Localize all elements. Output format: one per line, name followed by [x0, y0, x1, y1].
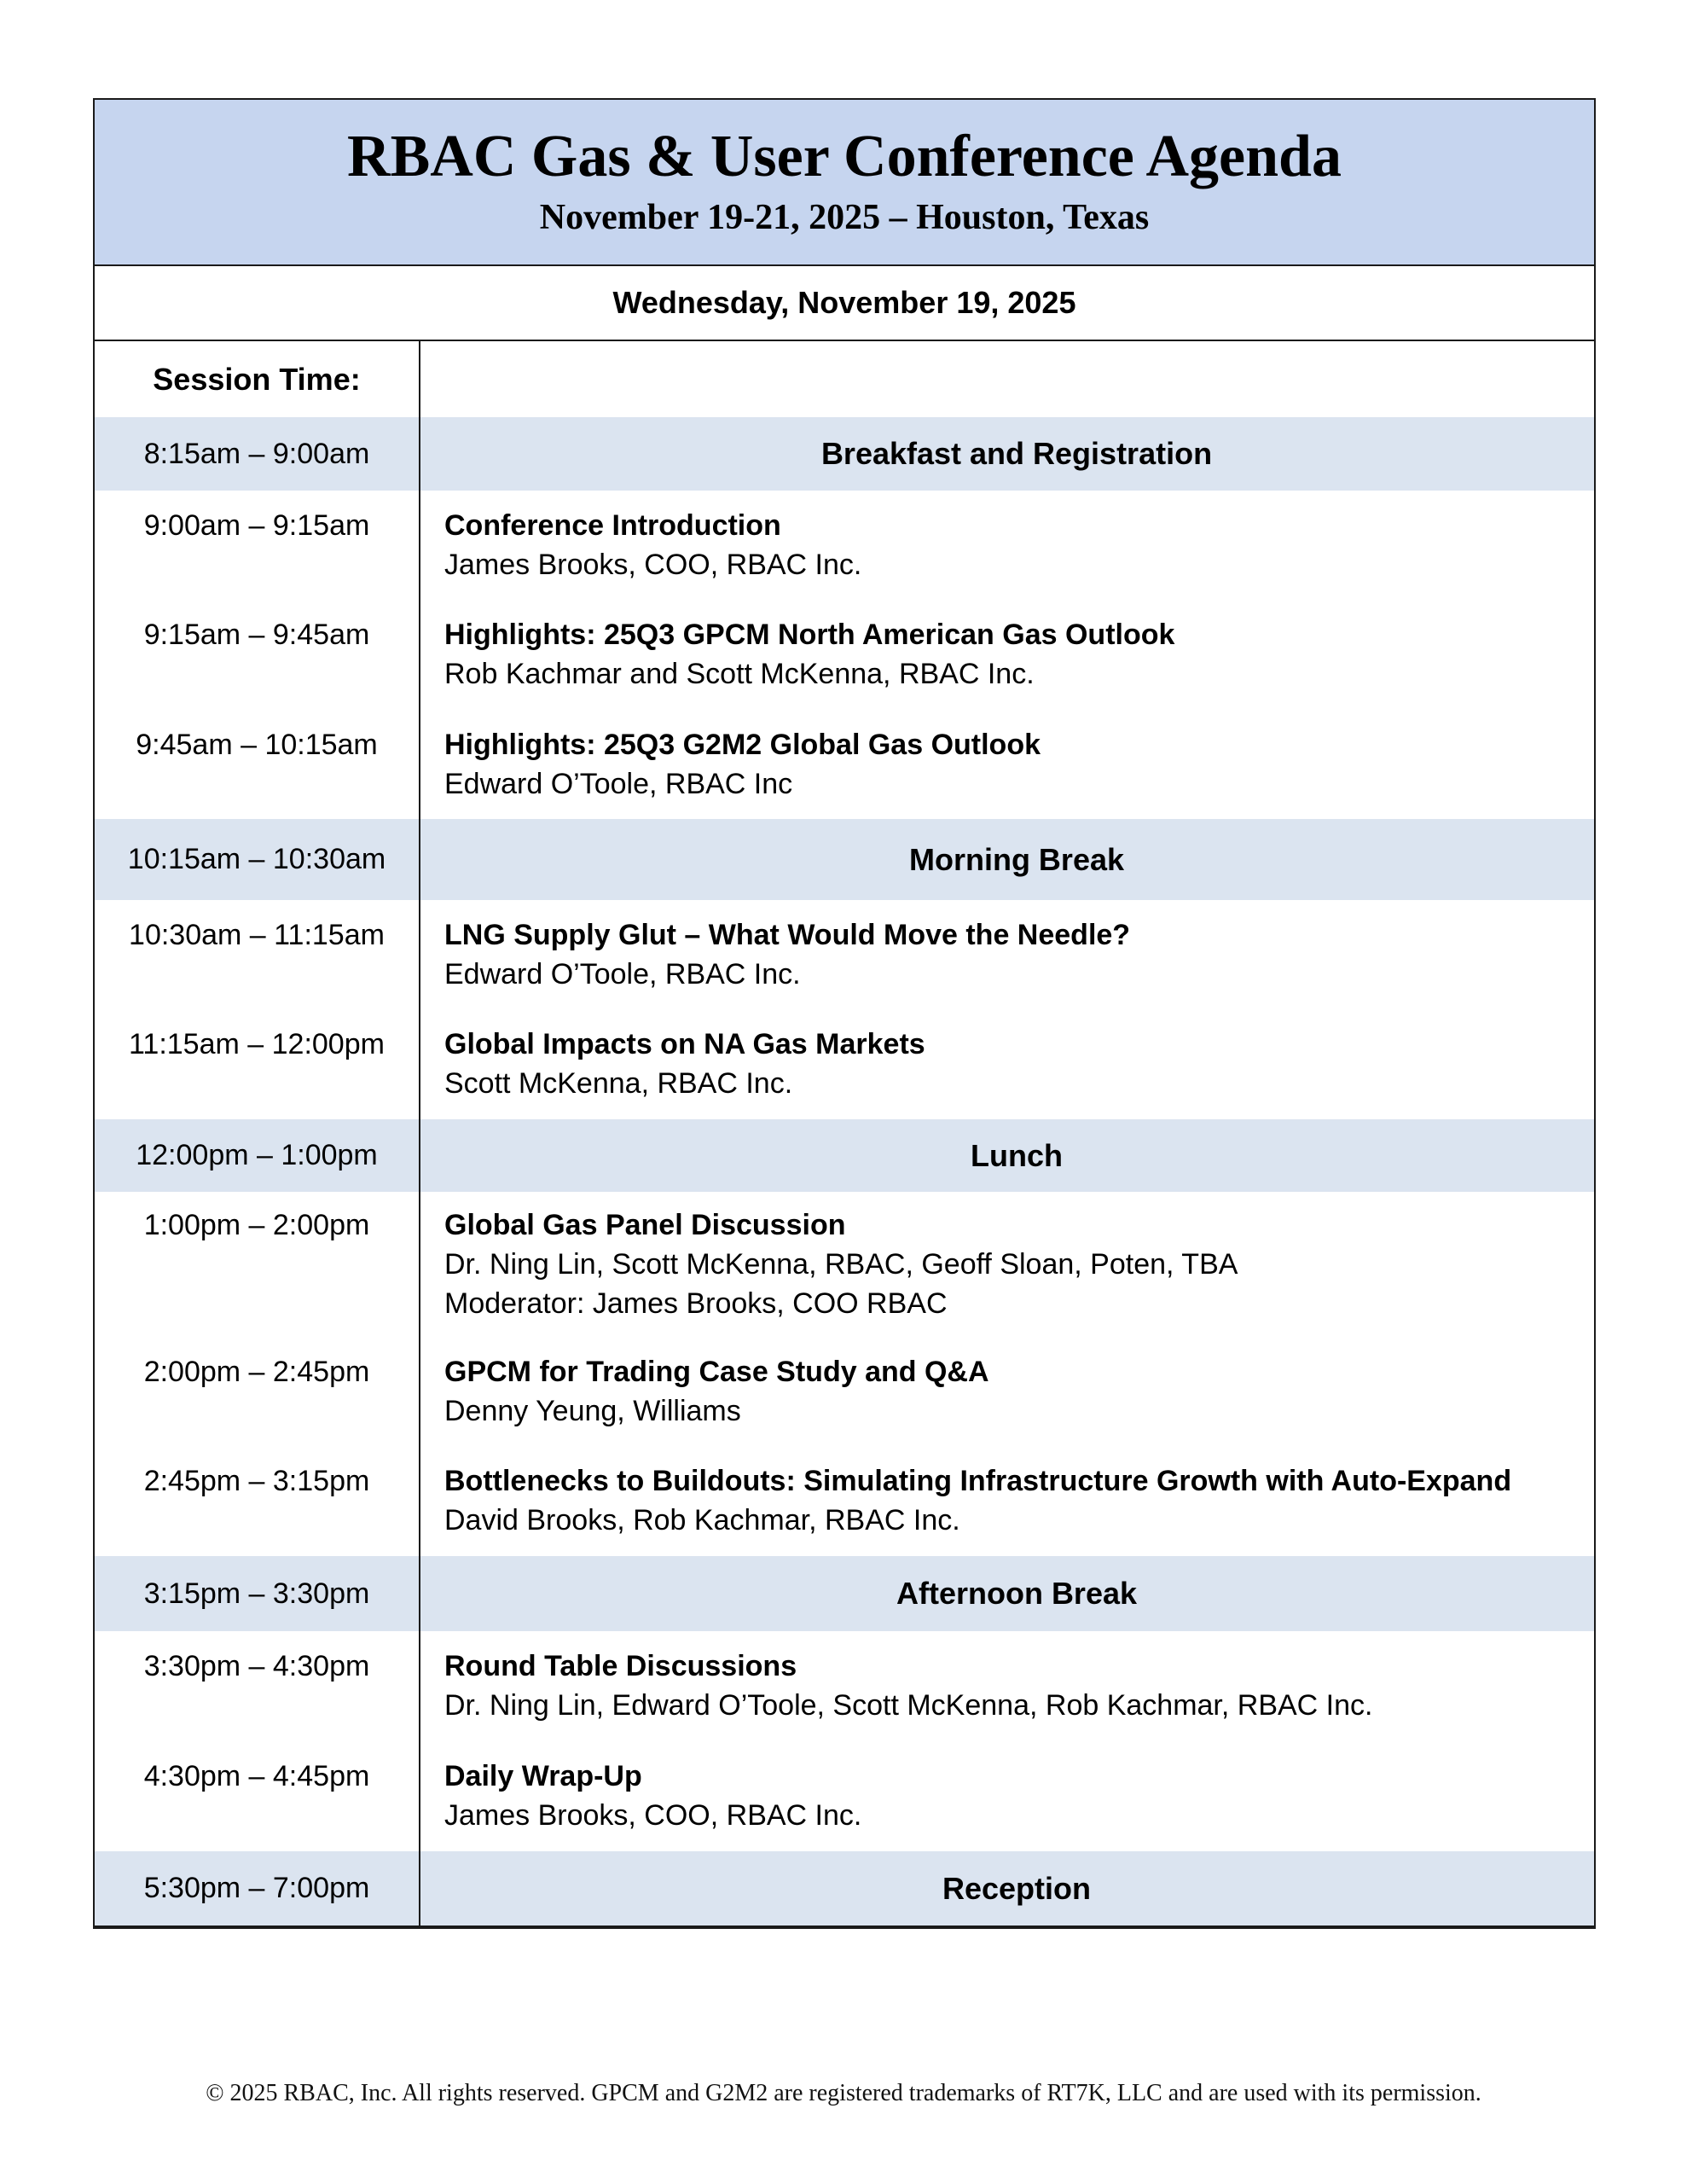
session-title: Round Table Discussions: [444, 1650, 797, 1682]
time-cell: [95, 710, 419, 819]
session-time-header-cell: [95, 341, 419, 417]
break-label: Reception: [942, 1870, 1092, 1906]
session-speakers: James Brooks, COO, RBAC Inc.: [444, 1799, 862, 1832]
session-title: Highlights: 25Q3 G2M2 Global Gas Outlook: [444, 729, 1041, 761]
session-speakers: David Brooks, Rob Kachmar, RBAC Inc.: [444, 1504, 960, 1536]
session-title: Daily Wrap-Up: [444, 1760, 642, 1792]
agenda-row-break: [95, 1851, 1594, 1926]
agenda-row-session: [95, 710, 1594, 819]
session-cell: [419, 600, 1594, 710]
time-label: 9:45am – 10:15am: [136, 729, 378, 761]
break-cell: [419, 819, 1594, 900]
break-cell: [419, 1119, 1594, 1192]
session-speakers: Scott McKenna, RBAC Inc.: [444, 1067, 793, 1100]
time-cell: [95, 1192, 419, 1337]
session-title: Global Impacts on NA Gas Markets: [444, 1028, 925, 1060]
session-title: LNG Supply Glut – What Would Move the Needle?: [444, 919, 1131, 951]
agenda-row-session: [95, 1741, 1594, 1851]
session-cell: [419, 900, 1594, 1009]
session-moderator: Moderator: James Brooks, COO RBAC: [444, 1287, 948, 1320]
time-cell: [95, 600, 419, 710]
agenda-row-session: [95, 1192, 1594, 1337]
time-label: 11:15am – 12:00pm: [129, 1028, 385, 1060]
time-label: 2:00pm – 2:45pm: [143, 1356, 370, 1388]
session-cell: [419, 1741, 1594, 1851]
session-title: Conference Introduction: [444, 509, 781, 542]
time-label: 9:00am – 9:15am: [143, 509, 370, 542]
session-title: GPCM for Trading Case Study and Q&A: [444, 1356, 989, 1388]
session-title: Global Gas Panel Discussion: [444, 1209, 846, 1241]
session-cell: [419, 1631, 1594, 1741]
break-cell: [419, 1556, 1594, 1631]
break-label: Afternoon Break: [896, 1576, 1138, 1611]
break-label: Lunch: [971, 1137, 1063, 1173]
session-title: Bottlenecks to Buildouts: Simulating Infrastructure Growth with Auto-Expand: [444, 1465, 1512, 1497]
session-cell: [419, 1337, 1594, 1446]
agenda-row-break: [95, 1119, 1594, 1192]
time-label: 9:15am – 9:45am: [143, 619, 370, 651]
time-label: 10:30am – 11:15am: [129, 919, 385, 951]
time-label: 2:45pm – 3:15pm: [143, 1465, 370, 1497]
time-cell: [95, 1741, 419, 1851]
break-label: Breakfast and Registration: [820, 436, 1213, 471]
time-cell: [95, 1556, 419, 1631]
time-label: 12:00pm – 1:00pm: [136, 1139, 378, 1171]
time-label: 10:15am – 10:30am: [127, 843, 386, 875]
time-label: 3:30pm – 4:30pm: [143, 1650, 370, 1682]
agenda-row-break: [95, 819, 1594, 900]
time-cell: [95, 819, 419, 900]
session-cell: [419, 1446, 1594, 1556]
agenda-row-session: [95, 600, 1594, 710]
session-cell: [419, 1009, 1594, 1119]
break-label: Morning Break: [908, 841, 1125, 877]
agenda-row-session: [95, 491, 1594, 600]
break-cell: [419, 1851, 1594, 1926]
agenda-table: [93, 98, 1596, 1929]
time-cell: [95, 1446, 419, 1556]
time-cell: [95, 417, 419, 491]
session-time-header-label: Session Time:: [153, 361, 361, 397]
title-band: [95, 100, 1594, 266]
page-subtitle: November 19-21, 2025 – Houston, Texas: [539, 198, 1150, 237]
day-header-label: Wednesday, November 19, 2025: [612, 285, 1076, 320]
session-cell: [419, 1192, 1594, 1337]
agenda-row-session: [95, 900, 1594, 1009]
page-title: RBAC Gas & User Conference Agenda: [347, 124, 1342, 189]
session-speakers: James Brooks, COO, RBAC Inc.: [444, 549, 862, 581]
session-cell: [419, 491, 1594, 600]
agenda-row-session: [95, 1631, 1594, 1741]
session-title: Highlights: 25Q3 GPCM North American Gas Outlook: [444, 619, 1175, 651]
session-speakers: Denny Yeung, Williams: [444, 1395, 741, 1427]
session-speakers: Edward O’Toole, RBAC Inc: [444, 768, 793, 800]
time-label: 3:15pm – 3:30pm: [143, 1577, 370, 1610]
time-cell: [95, 1009, 419, 1119]
time-label: 4:30pm – 4:45pm: [143, 1760, 370, 1792]
copyright-footer: © 2025 RBAC, Inc. All rights reserved. GPCM and G2M2 are registered trademarks of RT7K, LLC and are used with its permission.: [206, 2080, 1481, 2106]
time-cell: [95, 1631, 419, 1741]
time-cell: [95, 1119, 419, 1192]
session-speakers: Dr. Ning Lin, Scott McKenna, RBAC, Geoff Sloan, Poten, TBA: [444, 1248, 1238, 1281]
agenda-row-break: [95, 1556, 1594, 1631]
day-header-row: [95, 266, 1594, 341]
session-speakers: Rob Kachmar and Scott McKenna, RBAC Inc.: [444, 658, 1035, 690]
time-label: 1:00pm – 2:00pm: [143, 1209, 370, 1241]
session-cell: [419, 710, 1594, 819]
agenda-row-breakfast: [95, 417, 1594, 491]
empty-header-cell: [419, 341, 1594, 417]
agenda-row-session: [95, 1009, 1594, 1119]
column-header-row: [95, 341, 1594, 417]
session-speakers: Dr. Ning Lin, Edward O’Toole, Scott McKenna, Rob Kachmar, RBAC Inc.: [444, 1689, 1373, 1722]
time-cell: [95, 900, 419, 1009]
time-cell: [95, 1337, 419, 1446]
time-label: 8:15am – 9:00am: [143, 437, 370, 470]
time-label: 5:30pm – 7:00pm: [143, 1872, 370, 1904]
time-cell: [95, 491, 419, 600]
time-cell: [95, 1851, 419, 1926]
break-cell: [419, 417, 1594, 491]
agenda-row-session: [95, 1446, 1594, 1556]
agenda-row-session: [95, 1337, 1594, 1446]
session-speakers: Edward O’Toole, RBAC Inc.: [444, 958, 801, 990]
